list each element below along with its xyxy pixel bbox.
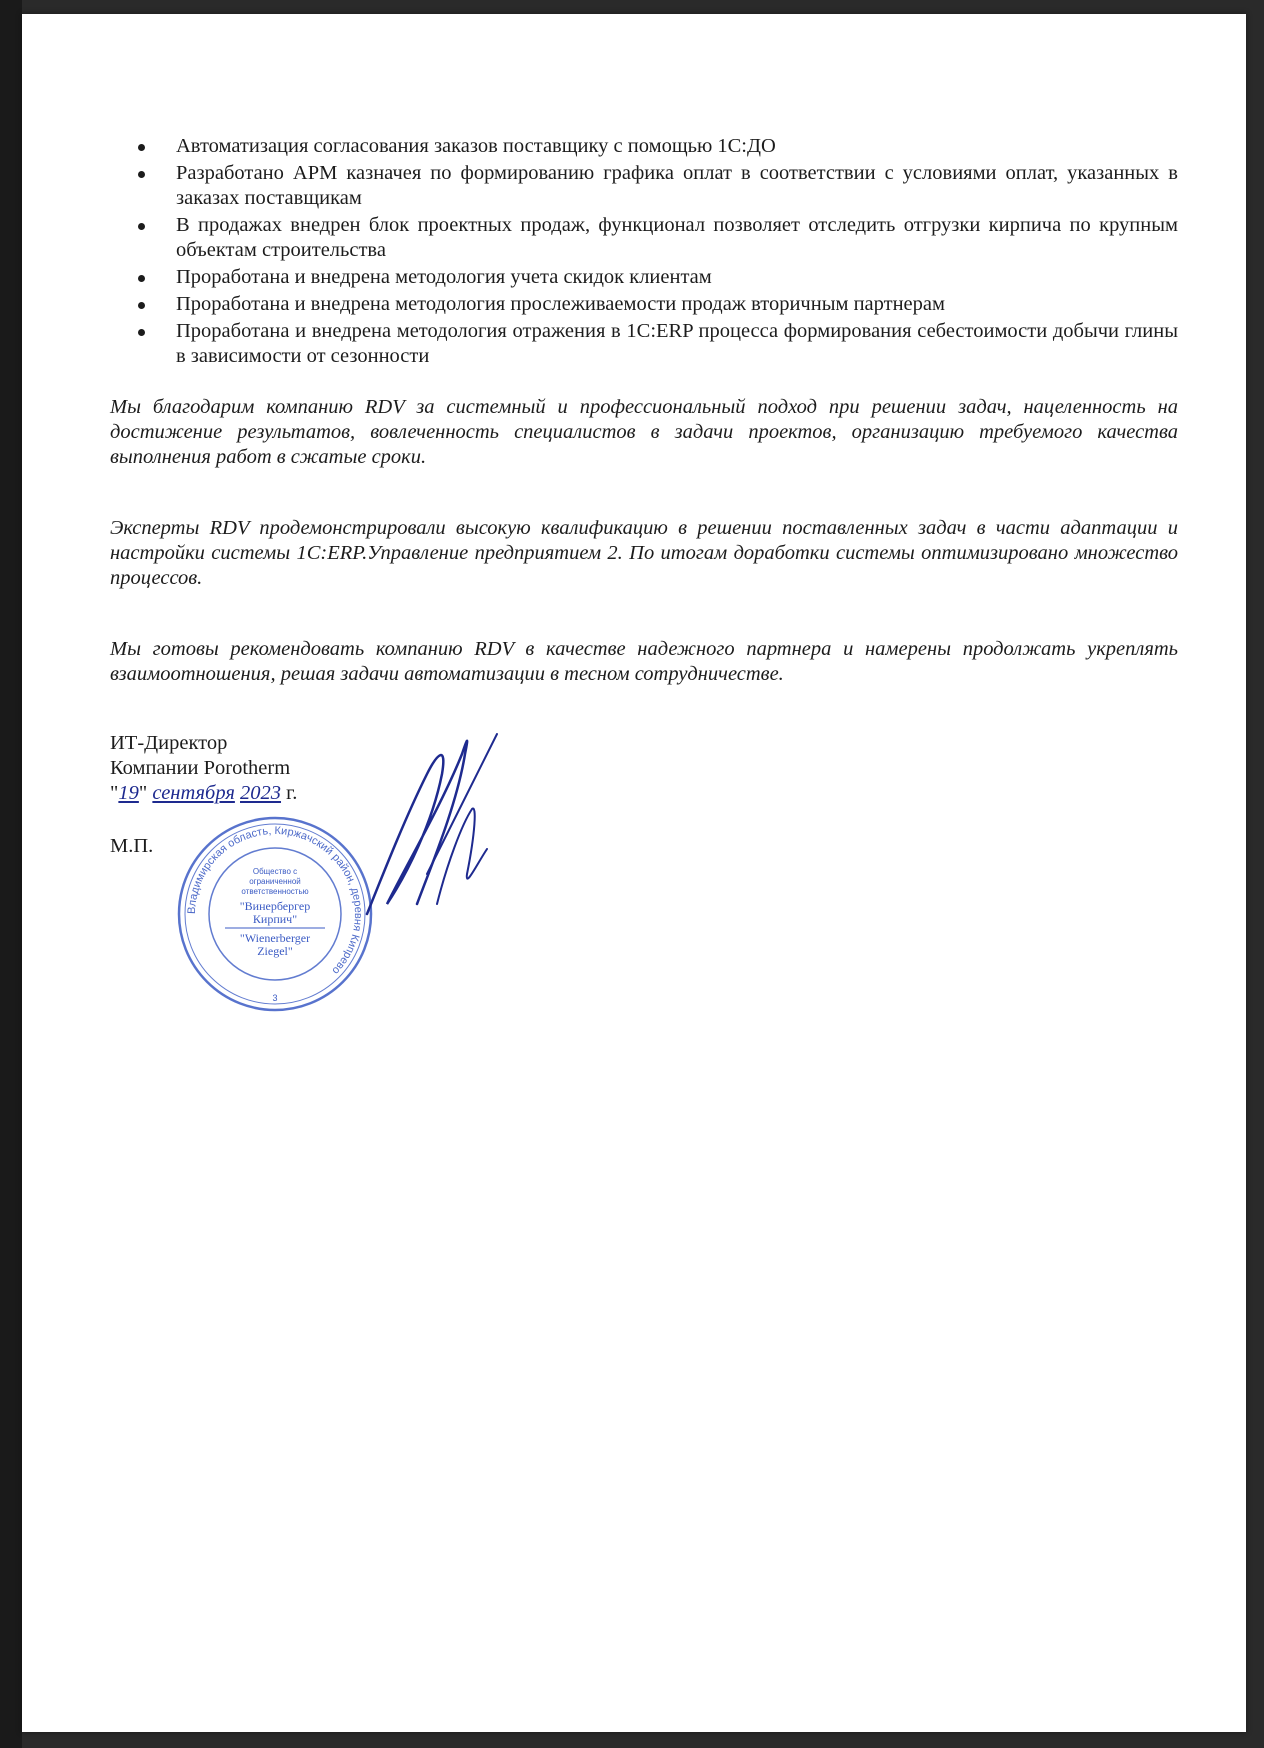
svg-text:3: 3 bbox=[272, 993, 278, 1003]
list-item: Автоматизация согласования заказов поставщику с помощью 1С:ДО bbox=[110, 134, 1178, 159]
bullet-dot-icon bbox=[138, 223, 145, 230]
svg-text:Ziegel": Ziegel" bbox=[257, 944, 293, 958]
seal-ring-text: Владимирская область, Киржачский район, деревня Кипрево bbox=[185, 824, 365, 977]
company-seal bbox=[175, 814, 375, 1014]
svg-text:ограниченной: ограниченной bbox=[249, 877, 301, 886]
date-month: сентября bbox=[152, 782, 235, 804]
expertise-paragraph: Эксперты RDV продемонстрировали высокую квалификацию в решении поставленных задач в части адаптации и настройки системы 1С:ERP.Управление предприятием 2. По итогам доработки системы оптимизировано множество процессов. bbox=[110, 517, 1178, 589]
svg-text:Кирпич": Кирпич" bbox=[252, 912, 298, 926]
svg-text:Общество с: Общество с bbox=[252, 867, 298, 876]
handwritten-signature bbox=[347, 714, 517, 934]
bullet-dot-icon bbox=[138, 302, 145, 309]
bullet-dot-icon bbox=[138, 171, 145, 178]
signer-title: ИТ-Директор bbox=[110, 732, 228, 754]
gratitude-paragraph: Мы благодарим компанию RDV за системный и профессиональный подход при решении задач, нацеленность на достижение результатов, вовлеченность специалистов в задачи проектов, организацию требуемого качества выполнения работ в сжатые сроки. bbox=[110, 396, 1178, 468]
stamp-place-label: М.П. bbox=[110, 835, 154, 857]
svg-text:"Винербергер: "Винербергер bbox=[239, 899, 311, 913]
bullet-dot-icon bbox=[138, 275, 145, 282]
list-item: В продажах внедрен блок проектных продаж, функционал позволяет отследить отгрузки кирпича по крупным объектам строительства bbox=[110, 213, 1178, 263]
date-day: 19 bbox=[118, 782, 139, 804]
signer-company: Компании Porotherm bbox=[110, 757, 291, 779]
svg-text:"Wienerberger: "Wienerberger bbox=[239, 931, 311, 945]
signature-date: "19" сентября 2023 г. bbox=[110, 782, 298, 804]
list-item: Проработана и внедрена методология отражения в 1С:ERP процесса формирования себестоимости добычи глины в зависимости от сезонности bbox=[110, 319, 1178, 369]
list-item: Проработана и внедрена методология прослеживаемости продаж вторичным партнерам bbox=[110, 292, 1178, 317]
recommendation-paragraph: Мы готовы рекомендовать компанию RDV в качестве надежного партнера и намерены продолжать укреплять взаимоотношения, решая задачи автоматизации в тесном сотрудничестве. bbox=[110, 638, 1178, 685]
scan-edge bbox=[0, 0, 22, 1748]
list-item: Разработано АРМ казначея по формированию графика оплат в соответствии с условиями оплат, указанных в заказах поставщикам bbox=[110, 161, 1178, 211]
date-year: 2023 bbox=[240, 782, 282, 804]
bullet-dot-icon bbox=[138, 144, 145, 151]
svg-text:ответственностью: ответственностью bbox=[241, 887, 309, 896]
list-item: Проработана и внедрена методология учета скидок клиентам bbox=[110, 265, 1178, 290]
achievements-list bbox=[110, 134, 1178, 369]
bullet-dot-icon bbox=[138, 329, 145, 336]
document-body bbox=[110, 134, 1178, 859]
document-page bbox=[22, 14, 1246, 1732]
